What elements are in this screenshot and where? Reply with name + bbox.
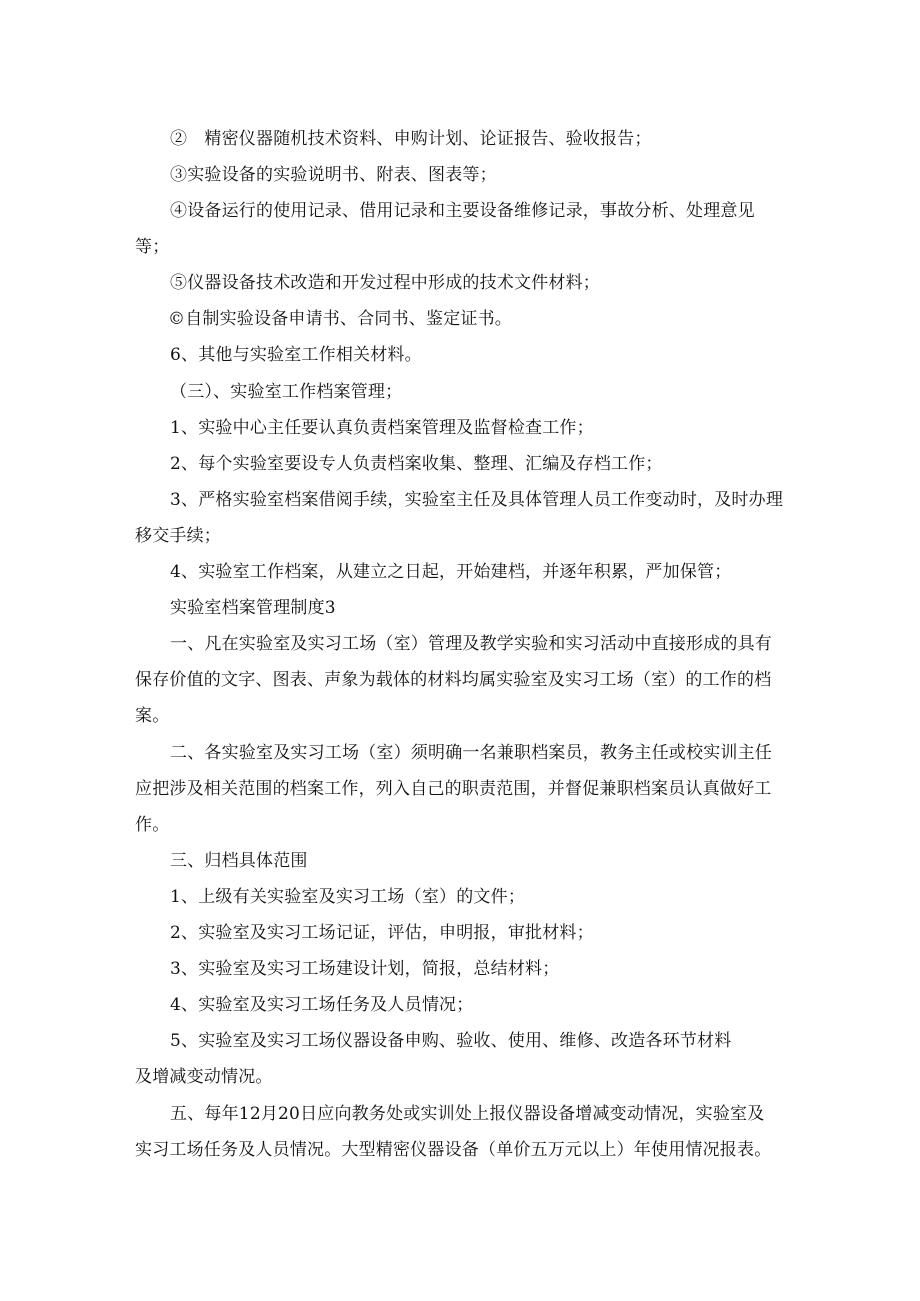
text-line-24: 3、实验室及实习工场建设计划，简报，总结材料； — [170, 959, 560, 979]
text-line-10: 2、每个实验室要设专人负责档案收集、整理、汇编及存档工作； — [170, 454, 663, 474]
text-line-6: ©自制实验设备申请书、合同书、鉴定证书。 — [168, 309, 512, 329]
text-line-9: 1、实验中心主任要认真负责档案管理及监督检查工作； — [170, 418, 594, 438]
text-line-3: ④设备运行的使用记录、借用记录和主要设备维修记录，事故分析、处理意见 — [170, 201, 755, 221]
text-line-21: 三、归档具体范围 — [170, 851, 308, 871]
text-line-17: 案。 — [135, 706, 170, 726]
text-line-4: 等； — [135, 237, 170, 257]
text-line-5: ⑤仪器设备技术改造和开发过程中形成的技术文件材料； — [170, 273, 600, 293]
text-line-7: 6、其他与实验室工作相关材料。 — [170, 345, 422, 365]
text-line-2: ③实验设备的实验说明书、附表、图表等； — [170, 165, 497, 185]
text-line-12: 移交手续； — [135, 526, 221, 546]
text-line-18: 二、各实验室及实习工场（室）须明确一名兼职档案员，教务主任或校实训主任 — [170, 743, 772, 763]
text-line-1: ② 精密仪器随机技术资料、申购计划、论证报告、验收报告； — [170, 129, 652, 149]
text-line-23: 2、实验室及实习工场记证，评估，申明报，审批材料； — [170, 923, 594, 943]
text-line-28: 五、每年12月20日应向教务处或实训处上报仪器设备增减变动情况，实验室及 — [170, 1104, 765, 1124]
text-line-19: 应把涉及相关范围的档案工作，列入自己的职责范围，并督促兼职档案员认真做好工 — [135, 779, 772, 799]
text-line-29: 实习工场任务及人员情况。大型精密仪器设备（单价五万元以上）年使用情况报表。 — [135, 1140, 772, 1160]
text-line-15: 一、凡在实验室及实习工场（室）管理及教学实验和实习活动中直接形成的具有 — [170, 634, 772, 654]
text-line-20: 作。 — [135, 815, 170, 835]
text-line-26: 5、实验室及实习工场仪器设备申购、验收、使用、维修、改造各环节材料 — [170, 1031, 732, 1051]
text-line-27: 及增减变动情况。 — [135, 1067, 273, 1087]
text-line-16: 保存价值的文字、图表、声象为载体的材料均属实验室及实习工场（室）的工作的档 — [135, 670, 772, 690]
text-line-8: （三）、实验室工作档案管理； — [170, 382, 403, 402]
text-line-22: 1、上级有关实验室及实习工场（室）的文件； — [170, 887, 526, 907]
text-line-13: 4、实验室工作档案，从建立之日起，开始建档，并逐年积累，严加保管； — [170, 562, 732, 582]
text-line-25: 4、实验室及实习工场任务及人员情况； — [170, 995, 474, 1015]
text-line-14: 实验室档案管理制度3 — [170, 598, 336, 618]
text-line-11: 3、严格实验室档案借阅手续，实验室主任及具体管理人员工作变动时，及时办理 — [170, 490, 784, 510]
